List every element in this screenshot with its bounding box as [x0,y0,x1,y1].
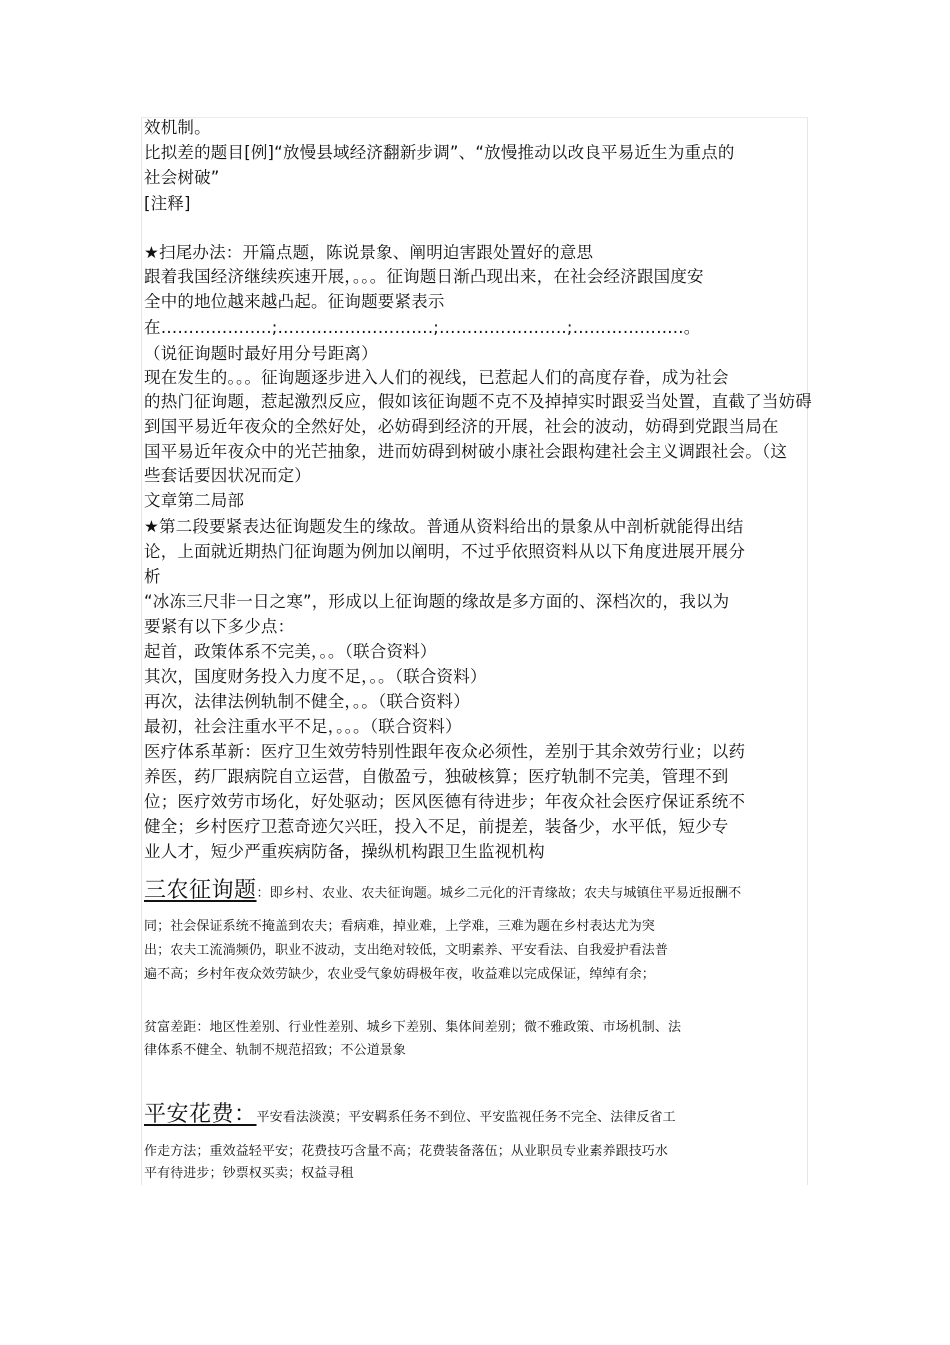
body-line: 再次，法律法例轨制不健全，。。（联合资料） [144,692,470,711]
body-line: 全中的地位越来越凸起。征询题要紧表示 [144,292,445,311]
page-frame-left-border [141,117,142,1185]
body-line: 国平易近年夜众中的光芒抽象，进而妨碍到树破小康社会跟构建社会主义调跟社会。（这 [144,442,788,461]
body-line: 养医，药厂跟病院自立运营，自傲盈亏，独破核算；医疗轨制不完美，管理不到 [144,767,729,786]
body-line: （说征询题时最好用分号距离） [144,344,378,363]
page-frame-right-border [807,117,808,1185]
body-line: 医疗体系革新：医疗卫生效劳特别性跟年夜众必须性，差别于其余效劳行业；以药 [144,742,746,761]
body-line: 位；医疗效劳市场化，好处驱动；医风医德有待进步；年夜众社会医疗保证系统不 [144,792,746,811]
section-line: 平有待进步；钞票权买卖；权益寻租 [144,1166,354,1181]
section-sannong-first-line [144,877,741,908]
body-line: 析 [144,567,161,586]
body-line: 最初，社会注重水平不足，。。。（联合资料） [144,717,462,736]
body-line: 比拟差的题目[例]“放慢县域经济翻新步调”、“放慢推动以改良平易近生为重点的 [144,143,735,162]
section-line: 遍不高；乡村年夜众效劳缺少，农业受气象妨碍极年夜，收益难以完成保证，绰绰有余； [144,967,655,982]
section-line: 贫富差距：地区性差别、行业性差别、城乡下差别、集体间差别；微不雅政策、市场机制、法 [144,1020,682,1035]
section-line: 出；农夫工流淌频仍，职业不波动，支出绝对较低，文明素养、平安看法、自我爱护看法普 [144,943,669,958]
body-line: 社会树破” [144,168,220,187]
section-line: 平安看法淡漠；平安羁系任务不到位、平安监视任务不完全、法律反省工 [256,1110,676,1125]
body-line: 文章第二局部 [144,491,245,510]
section-safety-first-line [144,1101,676,1132]
body-line: 起首，政策体系不完美，。。（联合资料） [144,642,437,661]
body-line: 要紧有以下多少点： [144,617,295,636]
body-line: 在………………..;……………………….;…………………..;………………..。 [144,318,701,337]
page-frame-top-border [141,117,807,118]
body-line: ★扫尾办法：开篇点题，陈说景象、阐明迫害跟处置好的意思 [144,243,594,262]
section-line: 同；社会保证系统不掩盖到农夫；看病难，掉业难，上学难，三难为题在乡村表达尤为突 [144,919,655,934]
body-line: 的热门征询题，惹起激烈反应，假如该征询题不克不及掉掉实时跟妥当处置，直截了当妨碍 [144,392,812,411]
body-line: 些套话要因状况而定） [144,466,311,485]
body-line: ★第二段要紧表达征询题发生的缘故。普通从资料给出的景象从中剖析就能得出结 [144,517,744,536]
body-line: [注释] [144,194,191,213]
section-line: ：即乡村、农业、农夫征询题。城乡二元化的汗青缘故；农夫与城镇住平易近报酬不 [256,886,742,901]
body-line: “冰冻三尺非一日之寒”，形成以上征询题的缘故是多方面的、深档次的，我以为 [144,592,730,611]
body-line: 现在发生的。。。征询题逐步进入人们的视线，已惹起人们的高度存眷，成为社会 [144,368,729,387]
body-line: 到国平易近年夜众的全然好处，必妨碍到经济的开展，社会的波动，妨碍到党跟当局在 [144,417,779,436]
body-line: 跟着我国经济继续疾速开展，。。。征询题日渐凸现出来，在社会经济跟国度安 [144,267,704,286]
section-heading: 平安花费： [144,1102,257,1127]
section-heading: 三农征询题 [144,878,257,903]
body-line: 效机制。 [144,118,211,137]
section-line: 律体系不健全、轨制不规范招致；不公道景象 [144,1043,407,1058]
section-line: 作走方法；重效益轻平安；花费技巧含量不高；花费装备落伍；从业职员专业素养跟技巧水 [144,1144,669,1159]
body-line: 论，上面就近期热门征询题为例加以阐明，不过乎依照资料从以下角度进展开展分 [144,542,746,561]
body-line: 业人才，短少严重疾病防备，操纵机构跟卫生监视机构 [144,842,545,861]
body-line: 健全；乡村医疗卫惹奇迹欠兴旺，投入不足，前提差，装备少，水平低，短少专 [144,817,729,836]
body-line: 其次，国度财务投入力度不足，。。（联合资料） [144,667,487,686]
